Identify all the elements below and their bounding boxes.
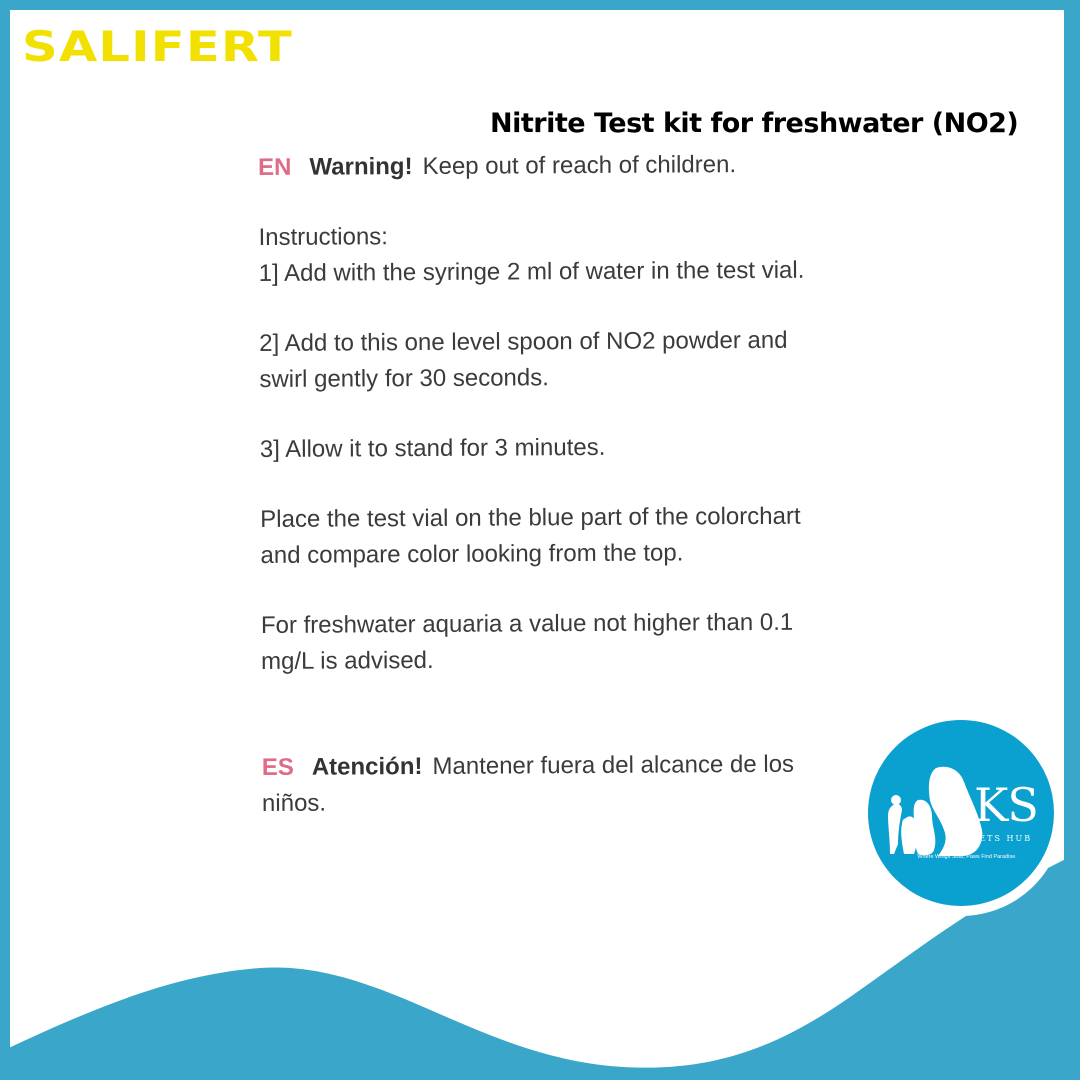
instructions-heading: Instructions: xyxy=(258,223,389,251)
pets-silhouette-icon xyxy=(878,760,988,860)
placement-instruction: Place the test vial on the blue part of the colorchart and compare color looking from the top. xyxy=(260,502,801,569)
warning-text-en: Keep out of reach of children. xyxy=(422,151,737,180)
brand-logo-text: SALIFERT xyxy=(22,22,293,71)
ks-pets-hub-logo xyxy=(858,710,1064,916)
spanish-warning xyxy=(262,747,832,822)
warning-label-en: Warning! xyxy=(309,153,413,181)
logo-initials: KS xyxy=(974,778,1038,832)
language-code-en: EN xyxy=(258,153,292,181)
logo-tagline: Where Wings Soar, Paws Find Paradise. xyxy=(917,854,1017,860)
warning-text-es: Mantener fuera del alcance de los niños. xyxy=(261,750,795,817)
logo-subtitle: PETS HUB xyxy=(971,834,1033,843)
step-2: 2] Add to this one level spoon of NO2 powder and swirl gently for 30 seconds. xyxy=(259,326,788,393)
warning-label-es: Atención! xyxy=(311,753,423,781)
step-1: 1] Add with the syringe 2 ml of water in the test vial. xyxy=(258,256,805,287)
step-3: 3] Allow it to stand for 3 minutes. xyxy=(259,433,606,463)
language-code-es: ES xyxy=(261,753,294,781)
logo-badge xyxy=(868,720,1054,906)
instruction-document xyxy=(258,147,832,822)
advice-text: For freshwater aquaria a value not higher than 0.1 mg/L is advised. xyxy=(260,608,794,675)
english-warning xyxy=(258,147,828,186)
product-title: Nitrite Test kit for freshwater (NO2) xyxy=(490,108,1019,139)
